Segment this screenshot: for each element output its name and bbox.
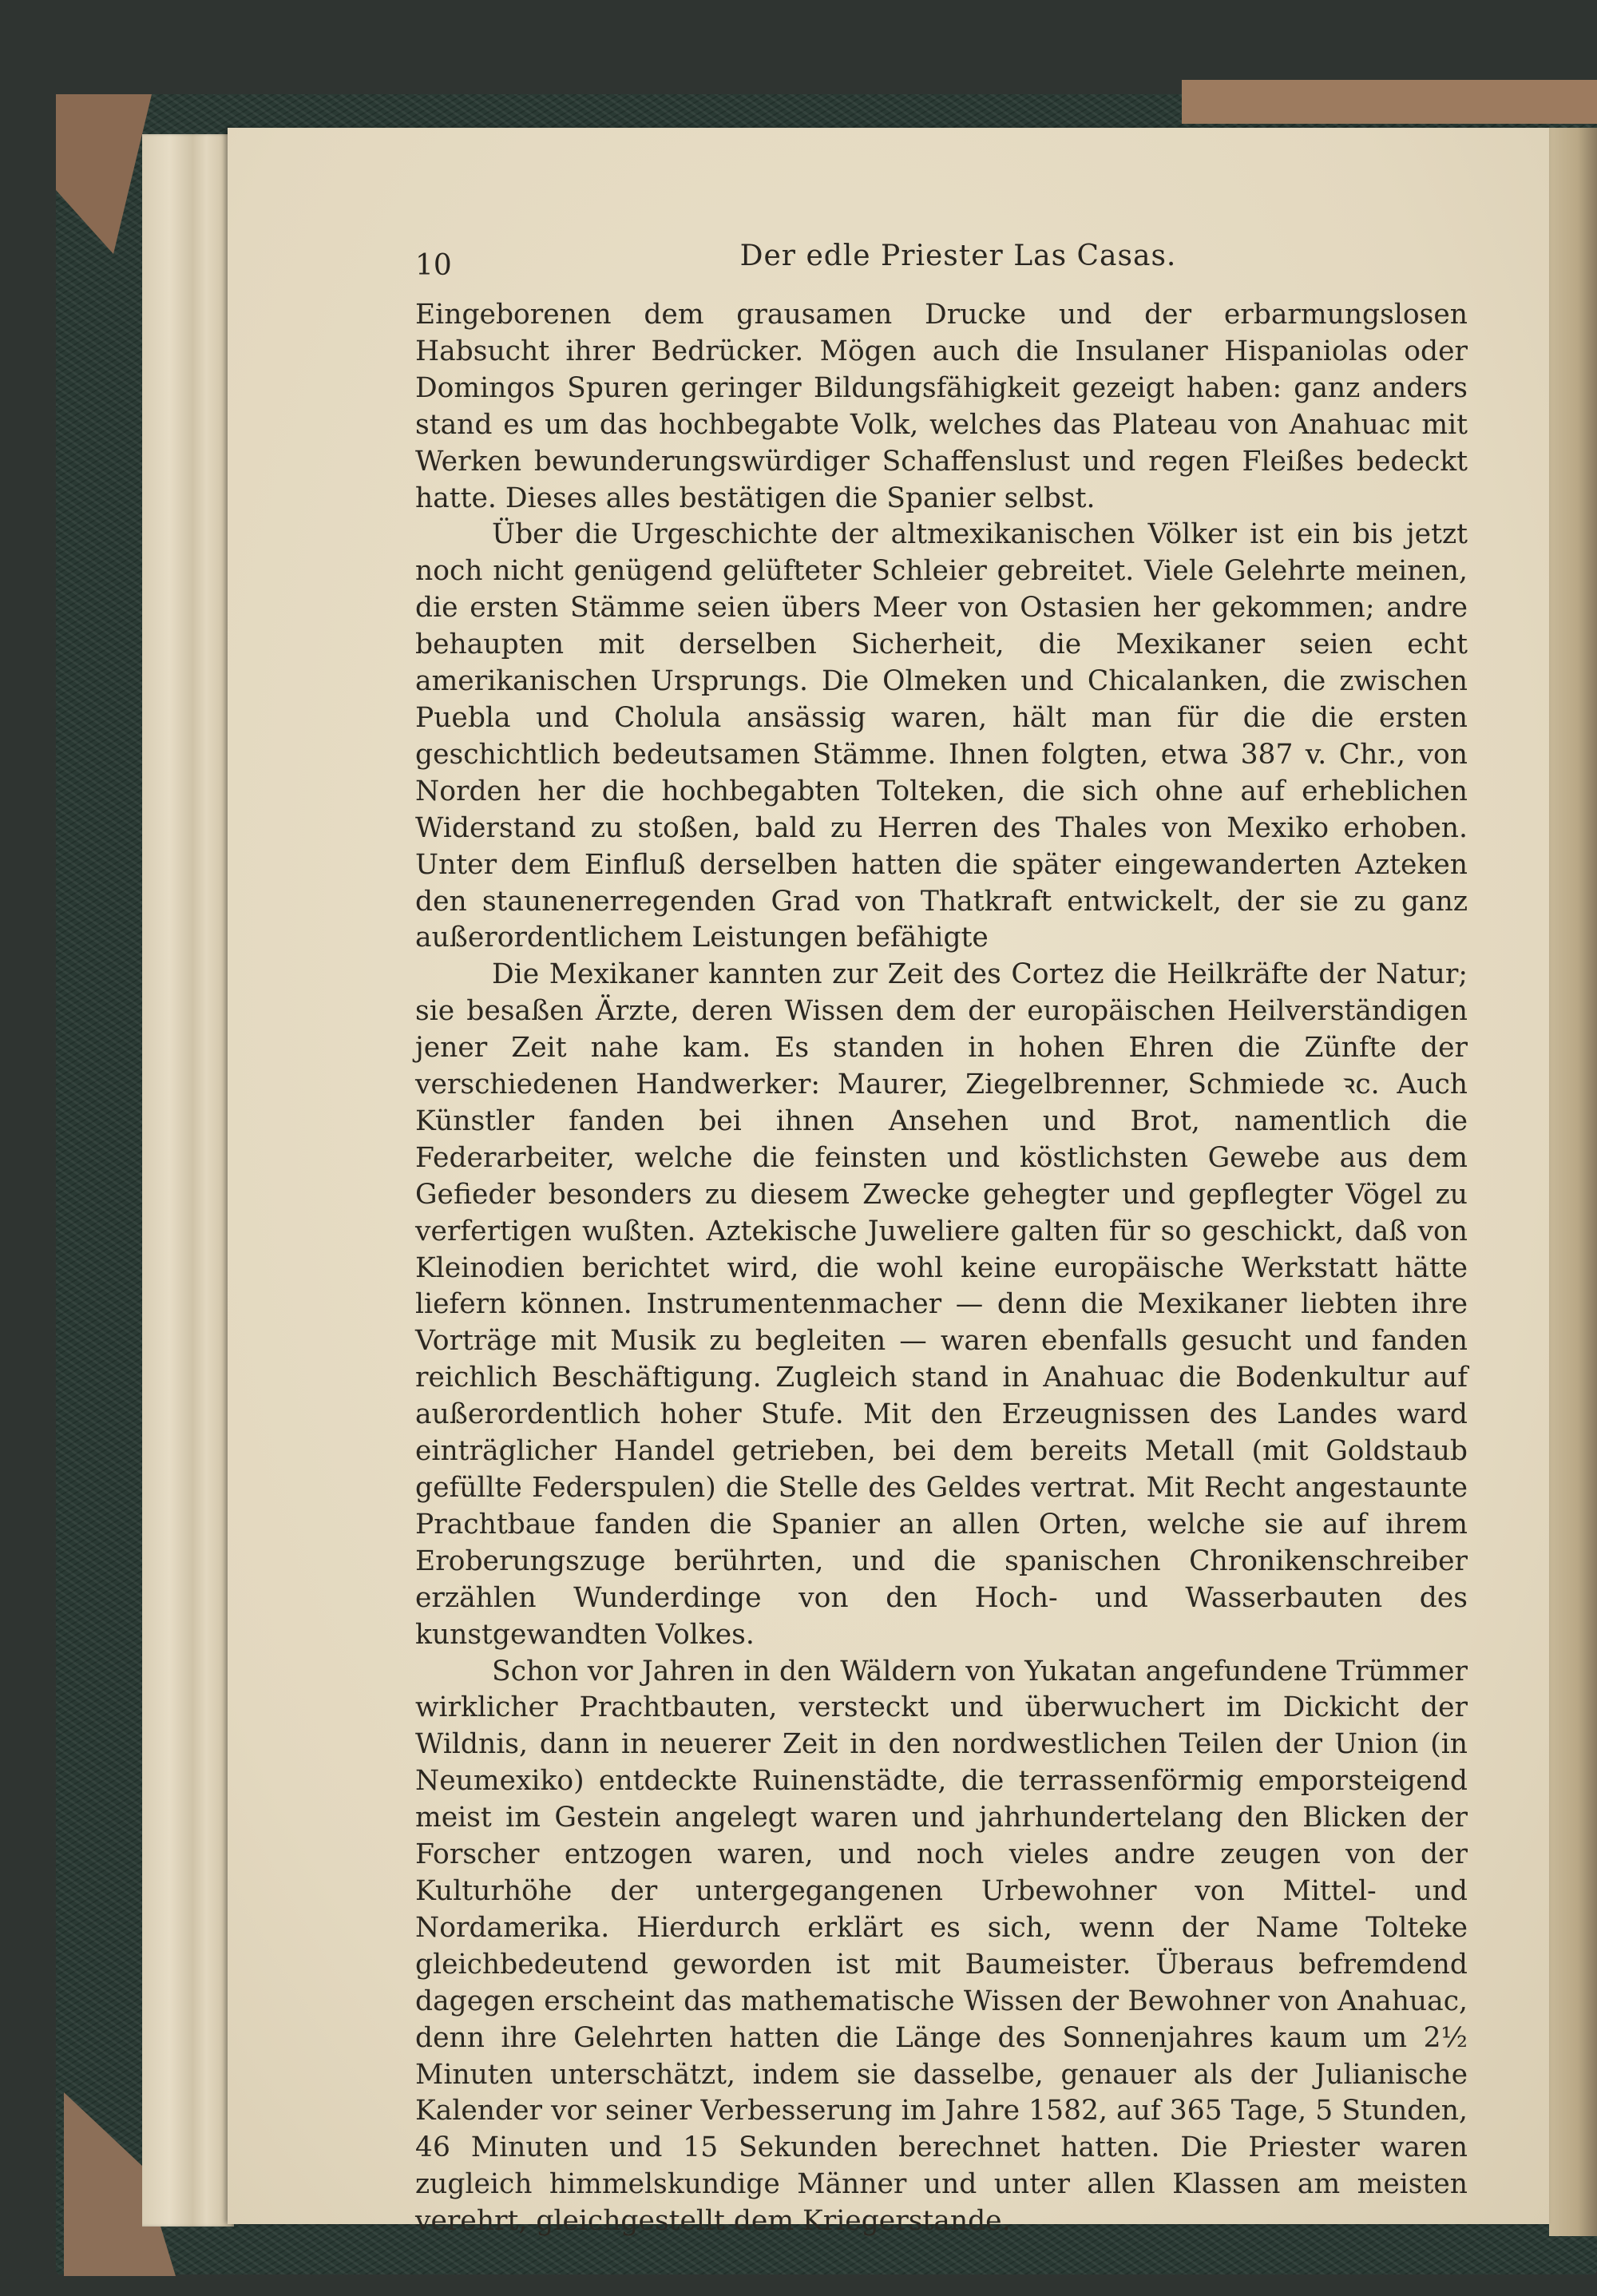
paragraph-3: Die Mexikaner kannten zur Zeit des Cortez die Heilkräfte der Natur; sie besaßen Ärzte, deren Wissen dem der europäischen Heilverständigen jener Zeit nahe kam. Es standen in hohen Ehren die Zünfte der verschiedenen Handwerker: Maurer, Ziegelbrenner, Schmiede ꝛc. Auch Künstler fanden bei ihnen Ansehen und Brot, namentlich die Federarbeiter, welche die feinsten und köstlichsten Gewebe aus dem Gefieder besonders zu diesem Zwecke gehegter und gepflegter Vögel zu verfertigen wußten. Aztekische Juweliere galten für so geschickt, daß von Kleinodien berichtet wird, die wohl keine europäische Werkstatt hätte liefern können. Instrumentenmacher — denn die Mexikaner liebten ihre Vorträge mit Musik zu begleiten — waren ebenfalls gesucht und fanden reichlich Beschäftigung. Zugleich stand in Anahuac die Bodenkultur auf außerordentlich hoher Stufe. Mit den Erzeugnissen des Landes ward einträglicher Handel getrieben, bei dem bereits Metall (mit Goldstaub gefüllte Federspulen) die Stelle des Geldes vertrat. Mit Recht angestaunte Prachtbaue fanden die Spanier an allen Orten, welche sie auf ihrem Eroberungszuge berührten, und die spanischen Chronikenschreiber erzählen Wunderdinge von den Hoch- und Wasserbauten des kunstgewandten Volkes. [415,958,1468,1651]
body-text [415,297,1468,2240]
cover-top-strip [1182,80,1597,124]
paragraph-2: Über die Urgeschichte der altmexikanischen Völker ist ein bis jetzt noch nicht genügend gelüfteter Schleier gebreitet. Viele Gelehrte meinen, die ersten Stämme seien übers Meer von Ostasien her gekommen; andre behaupten mit derselben Sicherheit, die Mexikaner seien echt amerikanischen Ursprungs. Die Olmeken und Chicalanken, die zwischen Puebla und Cholula ansässig waren, hält man für die die ersten geschichtlich bedeutsamen Stämme. Ihnen folgten, etwa 387 v. Chr., von Norden her die hochbegabten Tolteken, die sich ohne auf erheblichen Widerstand zu stoßen, bald zu Herren des Thales von Mexiko erhoben. Unter dem Einfluß derselben hatten die später eingewanderten Azteken den staunenerregenden Grad von Thatkraft entwickelt, der sie zu ganz außerordentlichem Leistungen befähigte [415,518,1468,954]
paragraph-1: Eingeborenen dem grausamen Drucke und der erbarmungslosen Habsucht ihrer Bedrücker. Mögen auch die Insulaner Hispaniolas oder Domingos Spuren geringer Bildungsfähigkeit gezeigt haben: ganz anders stand es um das hochbegabte Volk, welches das Plateau von Anahuac mit Werken bewunderungswürdiger Schaffenslust und regen Fleißes bedeckt hatte. Dieses alles bestätigen die Spanier selbst. [415,299,1468,514]
paragraph-4: Schon vor Jahren in den Wäldern von Yukatan angefundene Trümmer wirklicher Prachtbauten, versteckt und überwuchert im Dickicht der Wildnis, dann in neuerer Zeit in den nordwestlichen Teilen der Union (in Neumexiko) entdeckte Ruinenstädte, die terrassenförmig emporsteigend meist im Gestein angelegt waren und jahrhundertelang den Blicken der Forscher entzogen waren, und noch vieles andre zeugen von der Kulturhöhe der untergegangenen Urbewohner von Mittel- und Nordamerika. Hierdurch erklärt es sich, wenn der Name Tolteke gleichbedeutend geworden ist mit Baumeister. Überaus befremdend dagegen erscheint das mathematische Wissen der Bewohner von Anahuac, denn ihre Gelehrten hatten die Länge des Sonnenjahres kaum um 2½ Minuten unterschätzt, indem sie dasselbe, genauer als der Julianische Kalender vor seiner Verbesserung im Jahre 1582, auf 365 Tage, 5 Stunden, 46 Minuten und 15 Sekunden berechnet hatten. Die Priester waren zugleich himmelskundige Männer und unter allen Klassen am meisten verehrt, gleichgestellt dem Kriegerstande. [415,1655,1468,2238]
page-edges-left [142,134,234,2227]
page-edges-right [1549,128,1597,2236]
running-head: Der edle Priester Las Casas. [739,240,1177,272]
page-number: 10 [415,249,452,282]
